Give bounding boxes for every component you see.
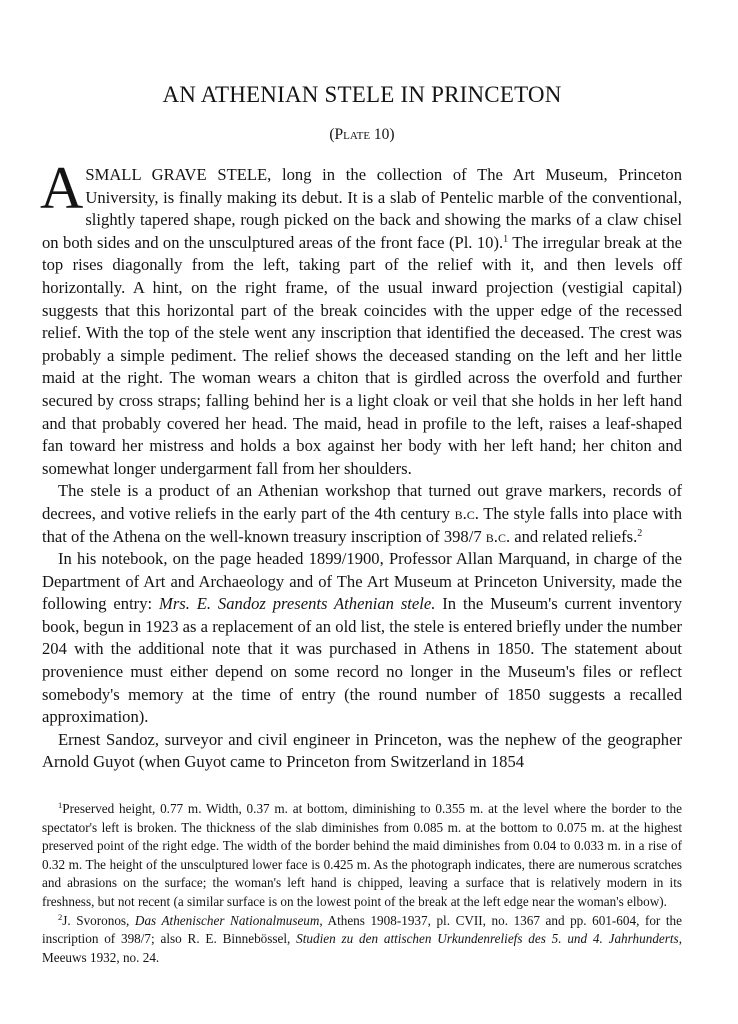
drop-cap: A bbox=[40, 155, 84, 221]
footnote-1-text: Preserved height, 0.77 m. Width, 0.37 m. at bottom, diminishing to 0.355 m. at the level where the border to the spectator's left is broken. The thickness of the slab diminishes from 0.085 m. at the bottom to 0.075 m. at the highest preserved point of the right edge. The width of the border behind the maid diminishes from 0.04 to 0.033 m. in a rise of 0.32 m. The height of the unsculptured lower face is 0.425 m. As the photograph indicates, there are numerous scratches and abrasions on the surface; the woman's left hand is chipped, leaving a surface that is relatively modern in its freshness, but not recent (a similar surface is on the lowest point of the break at the left edge near the woman's elbow). bbox=[42, 801, 682, 909]
footnote-2-text-b: , Meeuws 1932, no. 24. bbox=[42, 931, 682, 965]
era-abbrev-2: b.c. bbox=[485, 526, 511, 546]
paragraph-1-text-b: The irregular break at the top rises diagonally from the left, taking part of the relief with it, and then levels off horizontally. A hint, on the right frame, of the usual inward projection (vestigial capital) suggests that this horizontal part of the break coincides with the upper edge of the recessed relief. With the top of the stele went any inscription that identified the deceased. The crest was probably a simple pediment. The relief shows the deceased standing on the left and her little maid at the right. The woman wears a chiton that is girdled across the overfold and further secured by cross straps; falling behind her is a light cloak or veil that she holds in her left hand and that probably covered her head. The maid, head in profile to the left, raises a leaf-shaped fan toward her mistress and holds a box against her body with her left hand; her chiton and somewhat longer undergarment fall from her shoulders. bbox=[42, 232, 682, 478]
paragraph-3-text-b: In the Museum's current inventory book, begun in 1923 as a replacement of an old list, the stele is entered briefly under the number 204 with the additional note that it was purchased in Athens in 1850. The statement about provenience must either depend on some record no longer in the Museum's files or reflect somebody's memory at the time of entry (the round number of 1850 suggests a recalled approximation). bbox=[42, 594, 683, 727]
footnote-2-author: J. Svoronos, bbox=[62, 912, 135, 928]
footnote-2-mark: 2 bbox=[58, 911, 63, 922]
footnote-1 bbox=[42, 800, 682, 912]
plate-reference bbox=[42, 126, 682, 144]
paragraph-1 bbox=[40, 155, 682, 480]
footnote-ref-2[interactable]: 2 bbox=[637, 527, 643, 539]
paragraph-1-text-a: long in the collection of The Art Museum, Princeton University, is finally making its debut. It is a slab of Pentelic marble of the conventional, slightly tapered shape, rough picked on the back and showing the marks of a claw chisel on both sides and on the unsculptured areas of the front face (Pl. 10). bbox=[42, 165, 682, 252]
footnote-2-work: Das Athenischer Nationalmuseum bbox=[134, 912, 320, 928]
plate-label: (Plate 10) bbox=[329, 126, 395, 143]
footnote-2-text-a: , Athens 1908-1937, pl. CVII, no. 1367 and pp. 601-604, for the inscription of 398/7; also R. E. Binnebössel, bbox=[42, 912, 682, 947]
footnote-ref-1[interactable]: 1 bbox=[503, 233, 509, 245]
footnote-2-work-2: Studien zu den attischen Urkundenreliefs des 5. und 4. Jahrhunderts bbox=[296, 931, 679, 947]
paragraph-2-text-a: The stele is a product of an Athenian workshop that turned out grave markers, records of decrees, and votive reliefs in the early part of the 4th century bbox=[42, 481, 682, 523]
article-page bbox=[42, 82, 682, 967]
notebook-entry: Mrs. E. Sandoz presents Athenian stele. bbox=[159, 594, 436, 614]
paragraph-4 bbox=[42, 729, 682, 774]
article-title: AN ATHENIAN STELE IN PRINCETON bbox=[162, 82, 562, 107]
paragraph-3-text-a: In his notebook, on the page headed 1899/1900, Professor Allan Marquand, in charge of the Department of Art and Archaeology and of The Art Museum at Princeton University, made the following entry: bbox=[42, 549, 682, 614]
article-body bbox=[40, 155, 683, 774]
lead-in: SMALL GRAVE STELE, bbox=[85, 165, 272, 184]
paragraph-3 bbox=[42, 548, 682, 729]
paragraph-2 bbox=[42, 480, 682, 548]
era-abbrev: b.c. bbox=[454, 503, 479, 523]
paragraph-2-text-b: The style falls into place with that of the Athena on the well-known treasury inscription of 398/7 bbox=[42, 503, 683, 546]
footnote-2 bbox=[42, 912, 682, 968]
paragraph-2-text-c: and related reliefs. bbox=[510, 526, 638, 546]
footnotes bbox=[42, 800, 682, 967]
paragraph-4-text: Ernest Sandoz, surveyor and civil engineer in Princeton, was the nephew of the geographer Arnold Guyot (when Guyot came to Princeton from Switzerland in 1854 bbox=[42, 729, 682, 772]
footnote-1-mark: 1 bbox=[58, 800, 63, 811]
